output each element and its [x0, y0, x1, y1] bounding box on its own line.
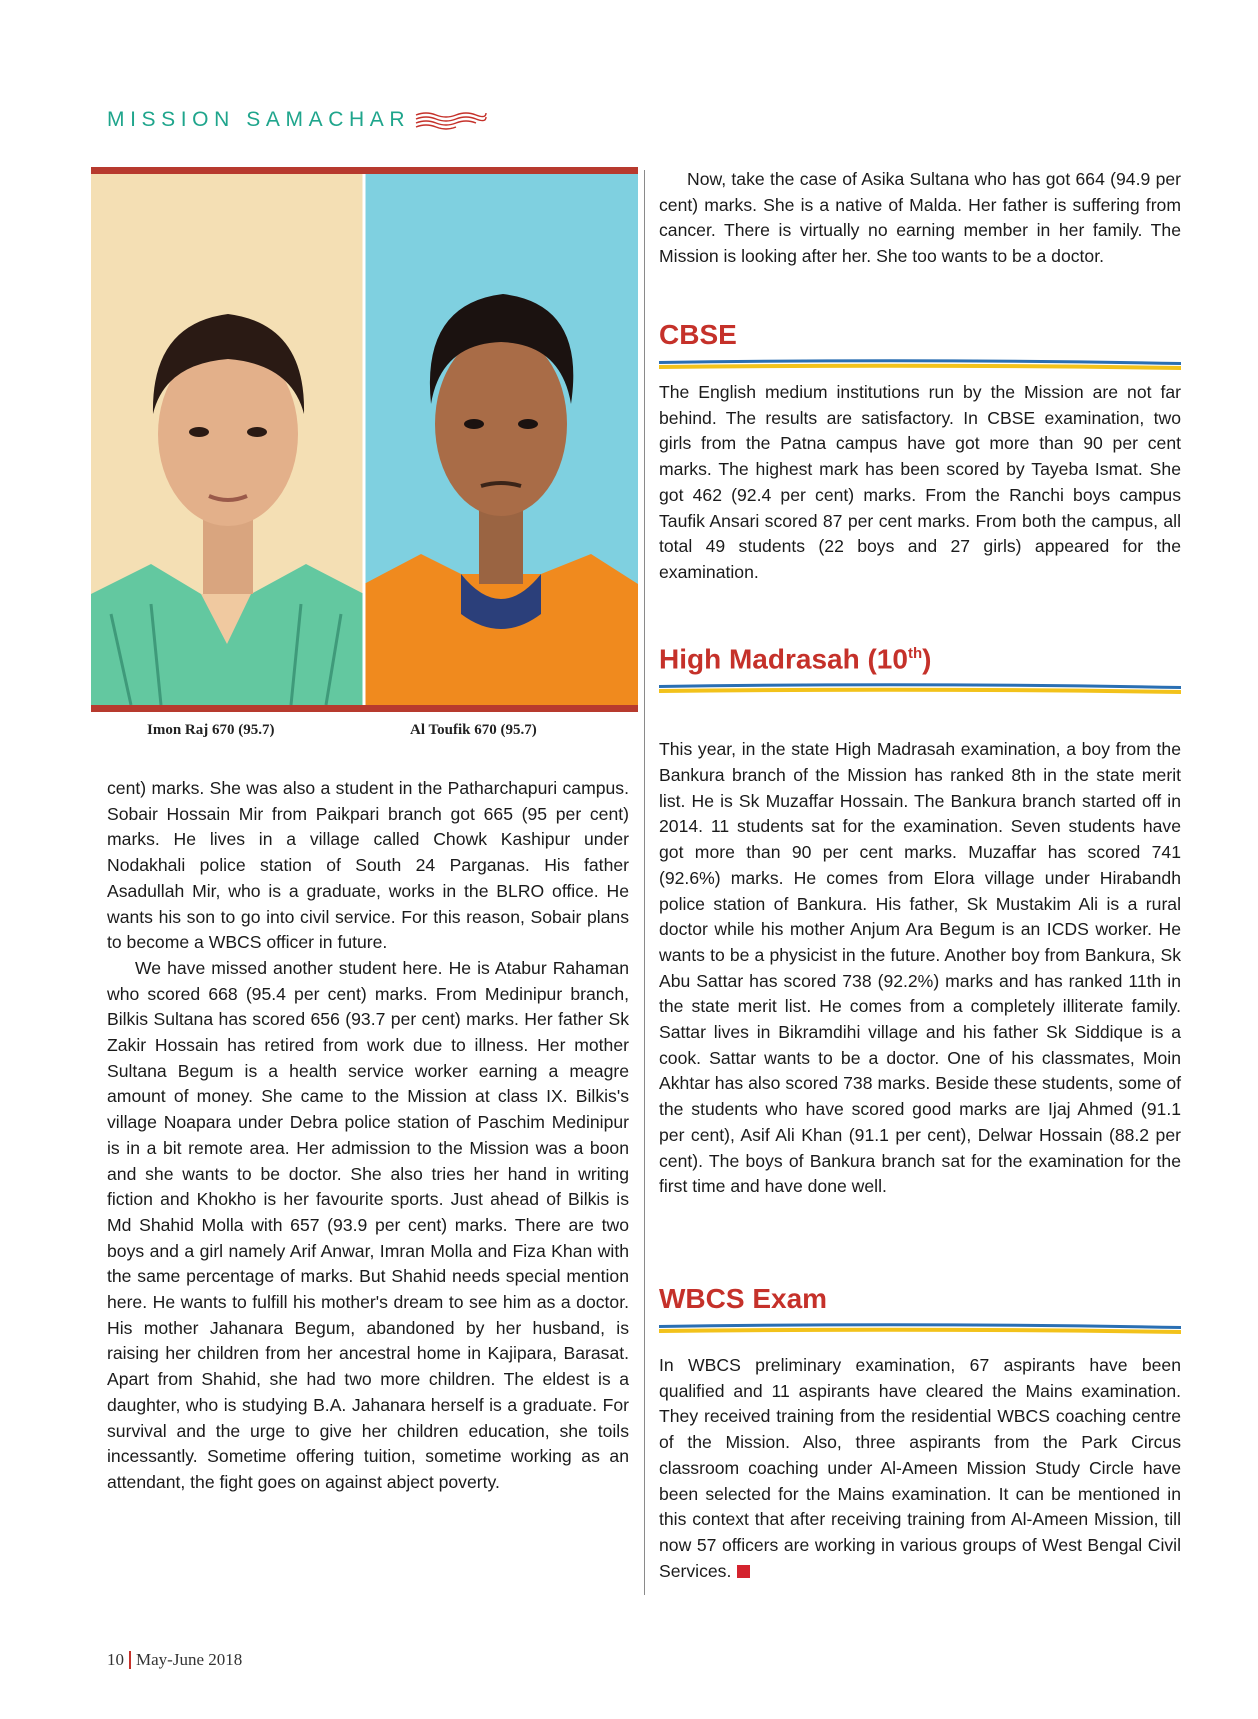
section-rule	[659, 1319, 1181, 1337]
section-cbse	[659, 318, 1181, 586]
section-heading-cbse: CBSE	[659, 319, 737, 350]
section-body-wbcs: In WBCS preliminary examination, 67 aspirants have been qualified and 11 aspirants have cleared the Mains examination. They received training from the residential WBCS coaching centre of the Mission. Also, three aspirants from the Park Circus classroom coaching under Al-Ameen Mission Study Circle have been selected for the Mains examination. It can be mentioned in this context that after receiving training from Al-Ameen Mission, till now 57 officers are working in various groups of West Bengal Civil Services.	[659, 1355, 1181, 1581]
student-photos-image	[91, 174, 638, 705]
column-divider	[644, 170, 645, 1595]
section-high-madrasah	[659, 637, 1181, 1200]
header-wave-ornament	[414, 109, 488, 131]
left-column-text	[107, 776, 629, 1496]
section-heading-madrasah: High Madrasah (10th)	[659, 643, 932, 675]
section-rule	[659, 355, 1181, 373]
section-heading-wbcs: WBCS Exam	[659, 1283, 828, 1314]
page-footer	[107, 1650, 242, 1670]
body-paragraph: We have missed another student here. He is Atabur Rahaman who scored 668 (95.4 per cent) marks. From Medinipur branch, Bilkis Sultana has scored 656 (93.7 per cent) marks. Her father Sk Zakir Hossain has retired from work due to illness. Her mother Sultana Begum is a health service worker earning a meagre amount of money. She came to the Mission at class IX. Bilkis's village Noapara under Debra police station of Paschim Medinipur is in a bit remote area. Her admission to the Mission was a boon and she wants to be doctor. She also tries her hand in writing fiction and Khokho is her favourite sports. Just ahead of Bilkis is Md Shahid Molla with 657 (93.9 per cent) marks. There are two boys and a girl namely Arif Anwar, Imran Molla and Fiza Khan with the same percentage of marks. But Shahid needs special mention here. He wants to fulfill his mother's dream to see him as a doctor. His mother Jahanara Begum, abandoned by her husband, is raising her children from her ancestral home in Kajipara, Barasat. Apart from Shahid, she had two more children. The eldest is a daughter, who is studying B.A. Jahanara herself is a graduate. For survival and the urge to give her children education, she toils incessantly. Sometime offering tuition, sometime working as an attendant, the fight goes on against abject poverty.	[107, 957, 629, 1492]
right-column-intro	[659, 167, 1181, 270]
issue-date: May-June 2018	[136, 1650, 243, 1669]
section-rule	[659, 679, 1181, 697]
section-body-madrasah: This year, in the state High Madrasah examination, a boy from the Bankura branch of the Mission has ranked 8th in the state merit list. He is Sk Muzaffar Hossain. The Bankura branch started off in 2014. 11 students sat for the examination. Seven students have got more than 90 per cent marks. Muzaffar has scored 741 (92.6%) marks. He comes from Elora village under Hirabandh police station of Bankura. His father, Sk Mustakim Ali is a rural doctor while his mother Anjum Ara Begum is an ICDS worker. He wants to be a physicist in the future. Another boy from Bankura, Sk Abu Sattar has scored 738 (92.2%) marks and has ranked 11th in the state merit list. He comes from a completely illiterate family. Sattar lives in Bikramdihi village and his father Sk Siddique is a cook. Sattar wants to be a doctor. One of his classmates, Moin Akhtar has also scored 738 marks. Beside these students, some of the students who have scored good marks are Ijaj Ahmed (91.1 per cent), Asif Ali Khan (91.1 per cent), Delwar Hossain (88.2 per cent). The boys of Bankura branch sat for the examination for the first time and have done well.	[659, 739, 1181, 1197]
student-photos	[91, 167, 638, 712]
body-paragraph: cent) marks. She was also a student in the Patharchapuri campus. Sobair Hossain Mir from Paikpari branch got 665 (95 per cent) marks. He lives in a village called Chowk Kashipur under Nodakhali police station of South 24 Parganas. His father Asadullah Mir, who is a graduate, works in the BLRO office. He wants his son to go into civil service. For this reason, Sobair plans to become a WBCS officer in future.	[107, 778, 629, 953]
magazine-title: MISSION SAMACHAR	[107, 108, 411, 131]
photo-caption-imon-raj: Imon Raj 670 (95.7)	[147, 722, 275, 738]
article-end-mark	[737, 1565, 750, 1578]
body-paragraph: Now, take the case of Asika Sultana who has got 664 (94.9 per cent) marks. She is a native of Malda. Her father is suffering from cancer. There is virtually no earning member in her family. The Mission is looking after her. She too wants to be a doctor.	[659, 169, 1181, 267]
section-wbcs-exam	[659, 1282, 1181, 1584]
page-number: 10	[107, 1650, 124, 1669]
magazine-header	[107, 100, 488, 140]
footer-separator	[129, 1651, 131, 1669]
section-body-cbse: The English medium institutions run by the Mission are not far behind. The results are satisfactory. In CBSE examination, two girls from the Patna campus have got more than 90 per cent marks. The highest mark has been scored by Tayeba Ismat. She got 462 (92.4 per cent) marks. From the Ranchi boys campus Taufik Ansari scored 87 per cent marks. From both the campus, all total 49 students (22 boys and 27 girls) appeared for the examination.	[659, 382, 1181, 582]
photo-caption-al-toufik: Al Toufik 670 (95.7)	[410, 722, 537, 738]
